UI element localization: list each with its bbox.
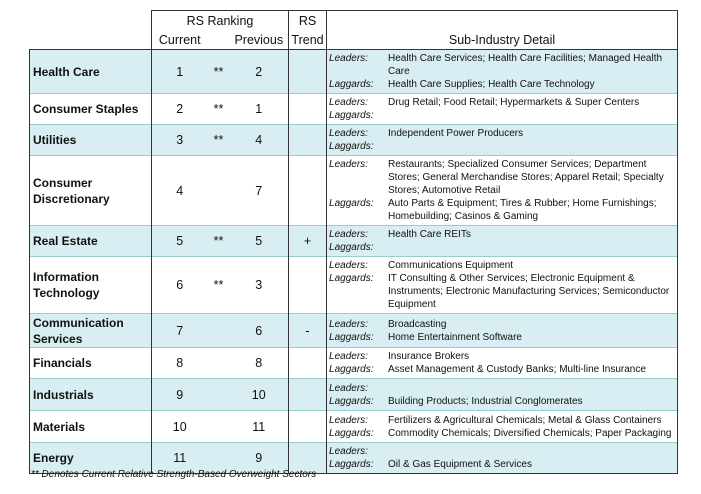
previous-rank: 3 — [230, 257, 289, 314]
leaders-line — [327, 228, 677, 241]
table-row — [30, 94, 678, 125]
laggards-line — [327, 140, 677, 153]
laggards-list: IT Consulting & Other Services; Electronic Equipment & Instruments; Electronic Manufacturing Services; Semiconductor Equipment — [388, 273, 670, 310]
sub-industry-detail — [327, 226, 678, 257]
current-rank: 10 — [152, 411, 208, 443]
laggards-list: Auto Parts & Equipment; Tires & Rubber; Home Furnishings; Homebuilding; Casinos & Gaming — [388, 198, 657, 222]
current-rank: 7 — [152, 314, 208, 348]
laggards-list — [388, 241, 677, 254]
sector-name: Communication Services — [30, 314, 152, 348]
leaders-line — [327, 259, 677, 272]
sub-industry-detail — [327, 348, 678, 379]
leaders-list: Drug Retail; Food Retail; Hypermarkets & Super Centers — [388, 97, 640, 108]
rs-header: RS — [289, 11, 327, 32]
rs-trend — [289, 348, 327, 379]
laggards-label: Laggards: — [329, 198, 374, 209]
laggards-list — [388, 109, 677, 122]
leaders-label: Leaders: — [329, 446, 368, 457]
table-row — [30, 379, 678, 411]
sector-ranking-table — [29, 10, 678, 474]
laggards-label: Laggards: — [329, 427, 374, 439]
leaders-line — [327, 414, 677, 427]
current-rank: 2 — [152, 94, 208, 125]
table-row — [30, 348, 678, 379]
leaders-line — [327, 350, 677, 363]
previous-rank: 1 — [230, 94, 289, 125]
laggards-list: Building Products; Industrial Conglomerates — [388, 395, 583, 407]
overweight-marker: ** — [208, 50, 230, 94]
previous-rank: 4 — [230, 125, 289, 156]
leaders-list: Insurance Brokers — [388, 351, 470, 362]
laggards-label: Laggards: — [329, 459, 374, 470]
laggards-list: Commodity Chemicals; Diversified Chemicals; Paper Packaging — [388, 427, 672, 439]
laggards-line — [327, 458, 677, 471]
current-rank: 9 — [152, 379, 208, 411]
sub-industry-detail — [327, 379, 678, 411]
overweight-marker — [208, 348, 230, 379]
overweight-marker — [208, 379, 230, 411]
current-rank: 11 — [152, 443, 208, 474]
sub-industry-detail — [327, 314, 678, 348]
laggards-line — [327, 241, 677, 254]
leaders-line — [327, 127, 677, 140]
table-row — [30, 50, 678, 94]
leaders-label: Leaders: — [329, 229, 368, 240]
footnote: ** Denotes Current Relative Strength-Based Overweight Sectors — [31, 469, 317, 480]
overweight-marker: ** — [208, 94, 230, 125]
overweight-marker — [208, 156, 230, 226]
rs-trend: - — [289, 314, 327, 348]
rs-ranking-header: RS Ranking — [152, 11, 289, 32]
laggards-label: Laggards: — [329, 331, 374, 343]
laggards-label: Laggards: — [329, 364, 374, 375]
previous-rank: 8 — [230, 348, 289, 379]
leaders-list: Fertilizers & Agricultural Chemicals; Metal & Glass Containers — [388, 414, 662, 426]
leaders-line — [327, 445, 677, 458]
leaders-list: Health Care REITs — [388, 229, 471, 240]
leaders-line — [327, 96, 677, 109]
table-row — [30, 156, 678, 226]
rs-trend — [289, 411, 327, 443]
laggards-list — [388, 140, 677, 153]
laggards-line — [327, 78, 677, 91]
header-row-2 — [30, 31, 678, 50]
sector-name: Consumer Staples — [30, 94, 152, 125]
sector-name: Utilities — [30, 125, 152, 156]
leaders-label: Leaders: — [329, 382, 368, 394]
sector-name: Health Care — [30, 50, 152, 94]
laggards-label: Laggards: — [329, 242, 374, 253]
current-rank: 1 — [152, 50, 208, 94]
sub-industry-detail — [327, 125, 678, 156]
table-row — [30, 257, 678, 314]
leaders-label: Leaders: — [329, 128, 368, 139]
leaders-line — [327, 382, 677, 395]
previous-rank: 2 — [230, 50, 289, 94]
laggards-line — [327, 197, 677, 223]
rs-trend — [289, 156, 327, 226]
laggards-label: Laggards: — [329, 395, 374, 407]
rs-trend — [289, 50, 327, 94]
leaders-label: Leaders: — [329, 97, 368, 108]
rs-trend — [289, 94, 327, 125]
previous-rank: 7 — [230, 156, 289, 226]
laggards-label: Laggards: — [329, 141, 374, 152]
laggards-line — [327, 395, 677, 408]
trend-header: Trend — [289, 31, 327, 50]
overweight-marker — [208, 314, 230, 348]
header-row-1 — [30, 11, 678, 32]
sector-name: Consumer Discretionary — [30, 156, 152, 226]
leaders-label: Leaders: — [329, 318, 368, 330]
leaders-label: Leaders: — [329, 260, 368, 271]
sector-name: Industrials — [30, 379, 152, 411]
rs-trend: + — [289, 226, 327, 257]
leaders-label: Leaders: — [329, 53, 368, 64]
rs-trend — [289, 379, 327, 411]
leaders-line — [327, 158, 677, 197]
sub-industry-detail — [327, 443, 678, 474]
sector-name: Energy — [30, 443, 152, 474]
laggards-list: Health Care Supplies; Health Care Technology — [388, 79, 595, 90]
laggards-label: Laggards: — [329, 110, 374, 121]
sub-industry-detail — [327, 257, 678, 314]
current-rank: 4 — [152, 156, 208, 226]
laggards-label: Laggards: — [329, 79, 374, 90]
current-rank: 3 — [152, 125, 208, 156]
laggards-list: Oil & Gas Equipment & Services — [388, 459, 532, 470]
leaders-line — [327, 52, 677, 78]
sub-industry-detail — [327, 50, 678, 94]
sector-name: Materials — [30, 411, 152, 443]
overweight-marker: ** — [208, 226, 230, 257]
leaders-label: Leaders: — [329, 351, 368, 362]
sub-industry-detail — [327, 94, 678, 125]
leaders-list: Communications Equipment — [388, 260, 514, 271]
laggards-line — [327, 272, 677, 311]
leaders-label: Leaders: — [329, 414, 368, 426]
laggards-line — [327, 363, 677, 376]
leaders-list: Broadcasting — [388, 318, 447, 330]
sector-name: Information Technology — [30, 257, 152, 314]
rs-trend — [289, 257, 327, 314]
leaders-line — [327, 318, 677, 331]
previous-header: Previous — [234, 33, 284, 47]
sub-industry-detail-header: Sub-Industry Detail — [327, 31, 678, 50]
sector-ranking-table-wrap — [29, 10, 677, 474]
leaders-label: Leaders: — [329, 159, 368, 170]
leaders-list: Health Care Services; Health Care Facilities; Managed Health Care — [388, 53, 663, 77]
overweight-marker: ** — [208, 257, 230, 314]
previous-rank: 10 — [230, 379, 289, 411]
previous-rank: 5 — [230, 226, 289, 257]
sector-name: Real Estate — [30, 226, 152, 257]
table-row — [30, 226, 678, 257]
laggards-label: Laggards: — [329, 273, 374, 284]
laggards-line — [327, 109, 677, 122]
laggards-list: Home Entertainment Software — [388, 331, 522, 343]
sector-name: Financials — [30, 348, 152, 379]
laggards-list: Asset Management & Custody Banks; Multi-line Insurance — [388, 364, 646, 375]
laggards-line — [327, 331, 677, 344]
table-row — [30, 125, 678, 156]
leaders-list: Restaurants; Specialized Consumer Services; Department Stores; General Merchandise Stores; Apparel Retail; Specialty Stores; Automotive Retail — [388, 159, 664, 196]
current-rank: 8 — [152, 348, 208, 379]
leaders-list: Independent Power Producers — [388, 128, 524, 139]
table-row — [30, 314, 678, 348]
overweight-marker — [208, 411, 230, 443]
laggards-line — [327, 427, 677, 440]
overweight-marker: ** — [208, 125, 230, 156]
current-rank: 6 — [152, 257, 208, 314]
previous-rank: 9 — [230, 443, 289, 474]
table-row — [30, 411, 678, 443]
rs-trend — [289, 125, 327, 156]
current-rank: 5 — [152, 226, 208, 257]
sub-industry-detail — [327, 411, 678, 443]
current-header: Current — [152, 31, 208, 50]
leaders-list — [388, 445, 677, 458]
leaders-list — [388, 382, 677, 395]
previous-rank: 11 — [230, 411, 289, 443]
previous-rank: 6 — [230, 314, 289, 348]
sub-industry-detail — [327, 156, 678, 226]
